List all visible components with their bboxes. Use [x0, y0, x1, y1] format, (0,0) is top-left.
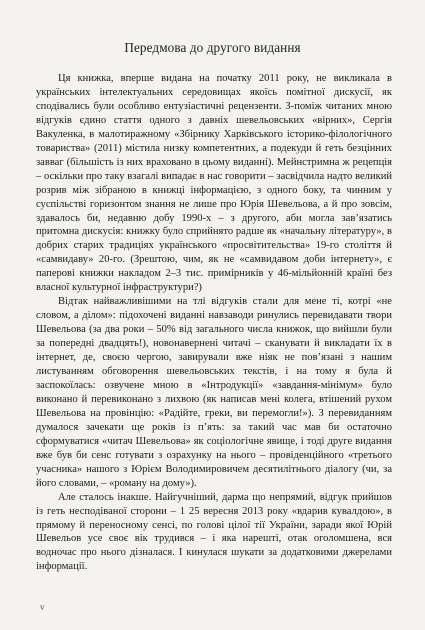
body-text — [36, 72, 392, 574]
page-mark: v — [40, 602, 45, 612]
paragraph-1: Ця книжка, вперше видана на початку 2011 року, не викликала в українських інтелектуальних середовищах якоїсь помітної дискусії, як сподівались були особливо ентузіастичні рецензенти. З-поміж читаних мною відгуків єдино стаття одного з давніх шевельовських «вірних», Сергія Вакуленка, в малотиражному «Збірнику Харківського історико-філологічного товариства» (2011) містила низку компетентних, а подекуди й геть безцінних завваг (більшість із них враховано в цьому виданні). Мейнстримна ж рецепція – оскільки про таку взагалі випадає в нас говорити – засвідчила надто великий розрив між зібраною в книжці інформацією, з одного боку, та чинним у суспільстві горизонтом знання не лише про Юрія Шевельова, а й про зовсім, здавалось би, недавню добу 1990-х – з другого, аби могла зав’язатись притомна дискусія: книжку було сприйнято радше як «начальну літературу», в добрих старих традиціях українського «просвітительства» 19-го століття й «самвидаву» 20-го. (Зрештою, чим, як не «самвидавом доби інтернету», є паперові книжки накладом 2–3 тис. примірників у 46-мільйонній країні без власної культурної інфраструктури?) — [36, 73, 392, 294]
document-title: Передмова до другого видання — [124, 40, 301, 55]
paragraph-2: Відтак найважливішими на тлі відгуків стали для мене ті, котрі «не словом, а ділом»: підохочені виданні навзаводи ринулись перевидавати твори Шевельова (за два роки – 50% від загального числа книжок, що вийшли були за попередні двадцять!), новонавернені читачі – сканувати й викладати їх в інтернет, де, своєю чергою, завирували вже ніяк не пов’язані з нашим листуванням обговорення шевельовських текстів, і на тому я була й заспокоїлась: озвучене мною в «Інтродукції» «завдання-мінімум» було виконано й перевиконано з лихвою (як написав мені колега, втішений рухом Шевельова на провінцію: «Радійте, греки, ви перемогли!»). З перевиданням думалося зачекати ще років із п’ять: за такий час мав би остаточно сформуватися «читач Шевельова» як соціологічне явище, і тоді друге видання вже був би сенс готувати з озрахунку на нього – провіденційного «третього учасника» нашого з Юрієм Володимировичем десятилітнього діалогу (чи, за його словами, – «роману на дому»). — [36, 296, 392, 489]
paragraph-3: Але сталось інакше. Найгучніший, дарма що непрямий, відгук прийшов із геть несподіваної сторони – 1 25 вересня 2013 року «вдарив кувалдою», в прямому й переносному сенсі, по голові цілої тії України, заради якої Юрій Шевельов усе своє вік трудився – і яка нарешті, отак оголомшена, вся водночас про нього дізналася. І кинулася шукати за додатковими джерелами інформації. — [36, 491, 392, 573]
